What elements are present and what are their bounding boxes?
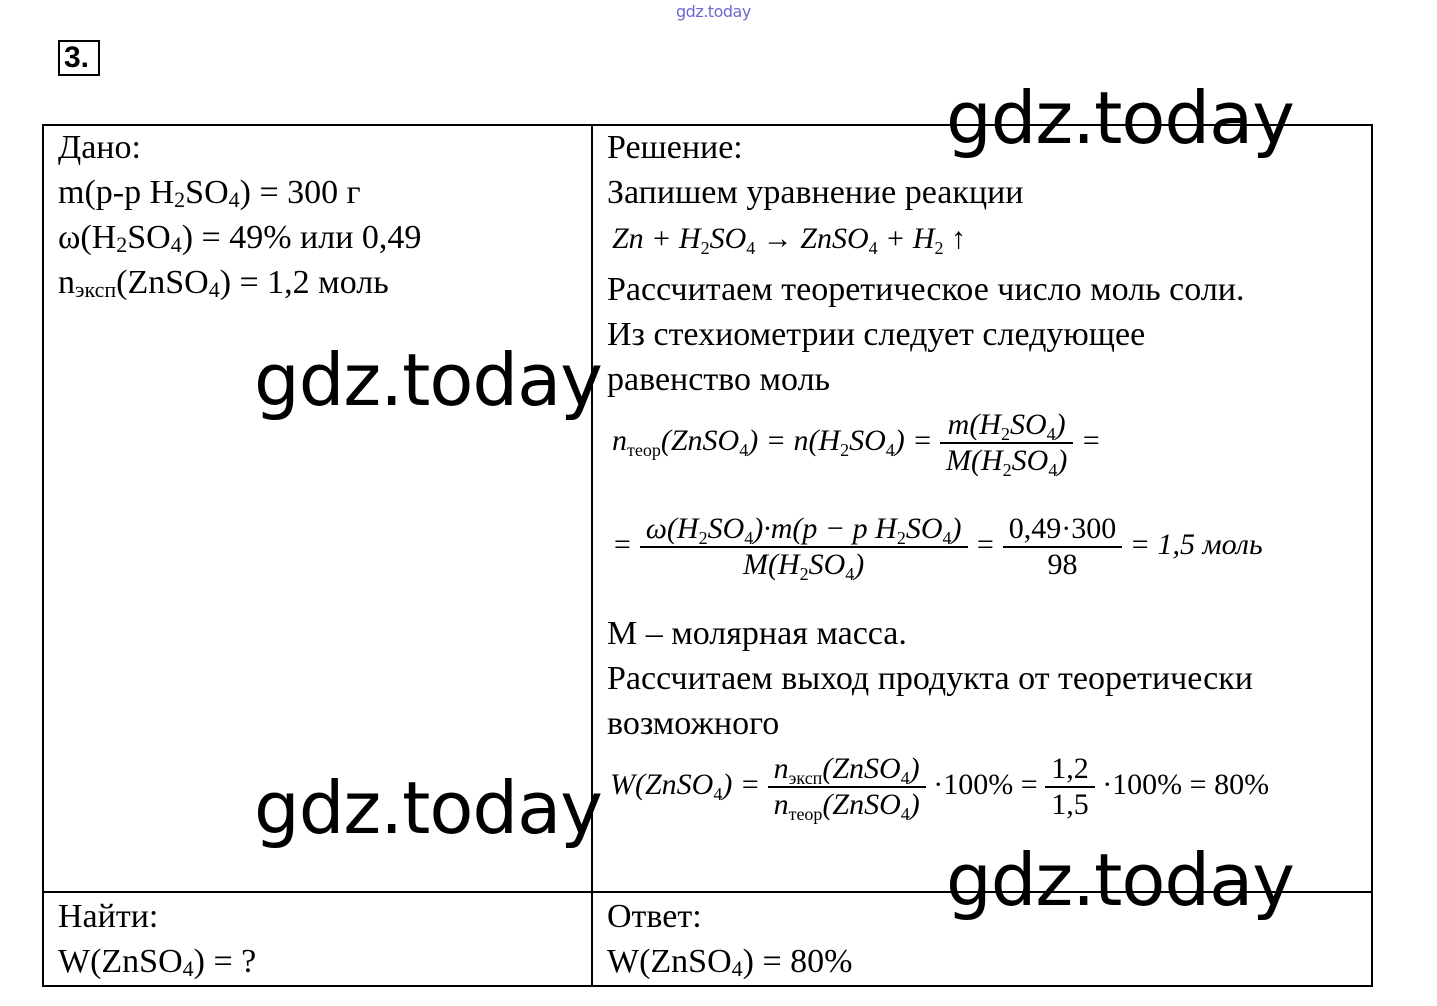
watermark: gdz.today xyxy=(254,766,602,850)
fraction-numeric: $\frac{0,49\cdot 300}{98}$ xyxy=(1003,512,1123,582)
solution-text-4: равенство моль xyxy=(607,361,831,398)
fraction-omega-mass: $\frac{\omega(H_2SO_4)\cdot m(p - p H_2SO_4)}{M(H_2SO_4)}$ xyxy=(640,512,968,582)
equation-calculation: = $\frac{\omega(H_2SO_4)\cdot m(p - p H_2SO_4)}{M(H_2SO_4)}$ = $\frac{0,49\cdot 300}{98}$ = 1,5 моль xyxy=(612,512,1263,584)
task-number: 3. xyxy=(58,40,100,76)
reaction-equation: $Zn + H_2SO_4$ → ZnSO$_4$ + $H_2$ ↑ xyxy=(612,222,967,258)
solution-text-7: возможного xyxy=(607,705,780,742)
watermark: gdz.today xyxy=(254,338,602,422)
fraction-mass-over-molar: $\frac{m(H_2SO_4)}{M(H_2SO_4)}$ xyxy=(940,408,1073,478)
given-fraction: $\omega(H_2SO_4) = 49\%$ или 0,49 xyxy=(58,219,422,257)
solution-text-3: Из стехиометрии следует следующее xyxy=(607,316,1146,353)
site-label: gdz.today xyxy=(676,2,751,21)
find-value: W(ZnSO$_4$) = ? xyxy=(58,943,257,981)
solution-text-6: Рассчитаем выход продукта от теоретически xyxy=(607,660,1253,697)
solution-text-2: Рассчитаем теоретическое число моль соли. xyxy=(607,271,1245,308)
equation-yield: W(ZnSO$_4$) = $\frac{n_{эксп}(ZnSO_4)}{n_{теор}(ZnSO_4)}$ ·100% = $\frac{1,2}{1,5}$ ·100% = 80% xyxy=(610,752,1270,824)
answer-value: W(ZnSO$_4$) = 80% xyxy=(607,943,853,981)
fraction-yield-numeric: $\frac{1,2}{1,5}$ xyxy=(1045,752,1095,822)
fraction-yield: $\frac{n_{эксп}(ZnSO_4)}{n_{теор}(ZnSO_4)}$ xyxy=(768,752,926,822)
given-moles: $n_{эксп}(ZnSO_4) = 1,2$ моль xyxy=(58,264,389,302)
solution-title: Решение: xyxy=(607,129,743,166)
watermark: gdz.today xyxy=(946,838,1294,922)
find-title: Найти: xyxy=(58,898,159,935)
given-title: Дано: xyxy=(58,129,141,166)
equation-theoretical-moles: $n_{теор}(ZnSO_4) = n(H_2SO_4)$ = $\frac{m(H_2SO_4)}{M(H_2SO_4)}$ = xyxy=(612,408,1102,480)
solution-text-1: Запишем уравнение реакции xyxy=(607,174,1024,211)
answer-title: Ответ: xyxy=(607,898,702,935)
solution-text-5: M – молярная масса. xyxy=(607,615,907,652)
given-mass: m(р-р $H_2SO_4) = 300$ г xyxy=(58,174,361,212)
watermark: gdz.today xyxy=(946,76,1294,160)
